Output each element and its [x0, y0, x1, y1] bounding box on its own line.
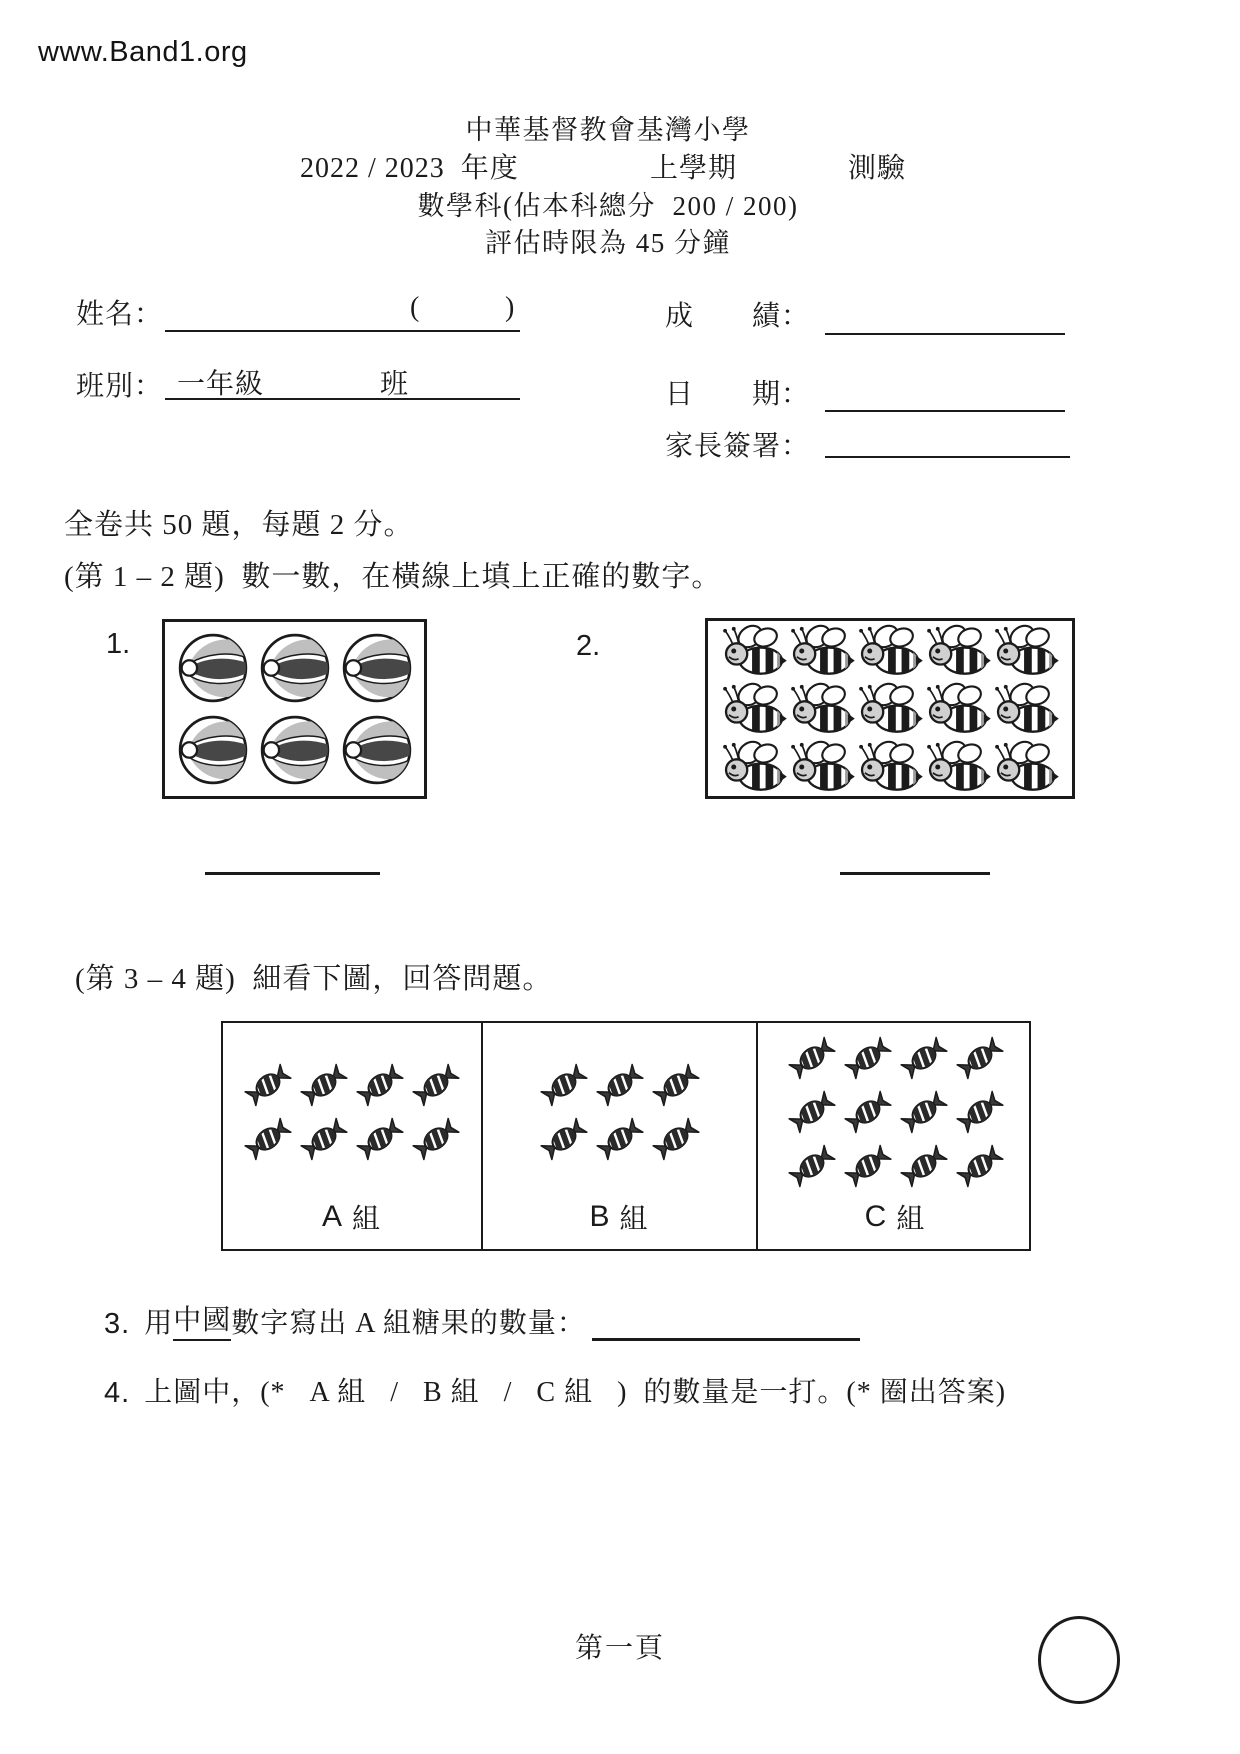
bee-icon	[993, 682, 1059, 736]
group-b-items	[537, 1023, 703, 1195]
bee-icon	[993, 740, 1059, 794]
candy-icon	[649, 1112, 703, 1166]
bee-icon	[925, 740, 991, 794]
candy-icon	[593, 1112, 647, 1166]
group-c-suffix: 組	[896, 1204, 927, 1235]
question2-number: 2.	[576, 630, 601, 662]
name-paren-close: )	[505, 292, 516, 323]
group-b-letter: B	[589, 1200, 612, 1233]
bee-icon	[857, 740, 923, 794]
term-label: 上學期	[650, 153, 738, 184]
beach-ball-icon	[176, 712, 250, 788]
beach-ball-icon	[258, 712, 332, 788]
question3-answer-line	[592, 1308, 860, 1341]
class-label: 班別：	[76, 371, 164, 402]
watermark: www.Band1.org	[38, 36, 248, 68]
candy-icon	[353, 1112, 407, 1166]
candy-icon	[593, 1058, 647, 1112]
candy-icon	[785, 1085, 839, 1139]
candy-icon	[953, 1085, 1007, 1139]
question3-underlined-word: 中國	[173, 1298, 231, 1341]
name-field	[165, 294, 520, 332]
bee-icon	[721, 682, 787, 736]
question3-text-after: 數字寫出 A 組糖果的數量：	[231, 1308, 586, 1339]
section2-instruction: (第 3 – 4 題) 細看下圖，回答問題。	[75, 963, 553, 995]
class-value: 一年級	[177, 369, 265, 400]
beach-ball-icon	[340, 712, 414, 788]
bee-icon	[789, 624, 855, 678]
bee-icon	[721, 624, 787, 678]
question1-number: 1.	[106, 628, 131, 660]
beach-ball-icon	[176, 630, 250, 706]
score-field	[825, 297, 1065, 335]
candy-icon	[897, 1085, 951, 1139]
group-a-cell	[223, 1023, 483, 1249]
group-c-items	[785, 1023, 1007, 1195]
date-label: 日 期：	[665, 379, 811, 410]
name-label: 姓名：	[76, 299, 164, 330]
candy-groups-table	[221, 1021, 1031, 1251]
candy-icon	[241, 1058, 295, 1112]
subject-line: 數學科(佔本科總分 200 / 200)	[417, 191, 799, 221]
candy-icon	[897, 1031, 951, 1085]
bee-icon	[925, 682, 991, 736]
question4-text: 上圖中，(* A 組 / B 組 / C 組 ) 的數量是一打。(* 圈出答案)	[144, 1377, 1007, 1408]
group-a-suffix: 組	[352, 1204, 383, 1235]
candy-icon	[409, 1112, 463, 1166]
section1-instruction: (第 1 – 2 題) 數一數，在橫線上填上正確的數字。	[64, 561, 722, 593]
group-a-items	[241, 1023, 463, 1195]
beach-ball-icon	[258, 630, 332, 706]
group-b-suffix: 組	[619, 1204, 650, 1235]
name-paren-open: (	[410, 292, 421, 323]
header-line2	[0, 146, 1216, 182]
class-field	[165, 362, 520, 400]
bee-icon	[789, 682, 855, 736]
group-c-cell	[758, 1023, 1033, 1249]
group-a-label	[322, 1195, 382, 1239]
question4	[104, 1370, 1006, 1410]
date-field	[825, 374, 1065, 412]
candy-icon	[297, 1112, 351, 1166]
question1-picture-box	[162, 619, 427, 799]
question3-number: 3.	[104, 1308, 131, 1340]
page-number: 第一頁	[574, 1633, 665, 1664]
score-label: 成 績：	[665, 301, 811, 332]
candy-icon	[241, 1112, 295, 1166]
candy-icon	[953, 1031, 1007, 1085]
bee-icon	[993, 624, 1059, 678]
group-c-label	[865, 1195, 927, 1239]
bee-icon	[789, 740, 855, 794]
beach-ball-icon	[340, 630, 414, 706]
candy-icon	[785, 1031, 839, 1085]
question1-answer-line	[205, 840, 380, 875]
candy-icon	[537, 1112, 591, 1166]
candy-icon	[353, 1058, 407, 1112]
group-b-cell	[483, 1023, 758, 1249]
candy-icon	[785, 1139, 839, 1193]
candy-icon	[897, 1139, 951, 1193]
exam-type-label: 測驗	[848, 153, 907, 184]
question2-picture-box	[705, 618, 1075, 799]
candy-icon	[537, 1058, 591, 1112]
group-a-letter: A	[321, 1200, 344, 1233]
page-stamp-circle	[1038, 1616, 1120, 1704]
candy-icon	[841, 1031, 895, 1085]
candy-icon	[297, 1058, 351, 1112]
time-limit: 評估時限為 45 分鐘	[485, 228, 731, 258]
candy-icon	[841, 1085, 895, 1139]
group-c-letter: C	[864, 1200, 889, 1233]
question3	[104, 1298, 860, 1341]
school-year: 2022 / 2023 年度	[300, 153, 519, 184]
candy-icon	[841, 1139, 895, 1193]
question2-answer-line	[840, 840, 990, 875]
bee-icon	[721, 740, 787, 794]
parent-signature-label: 家長簽署：	[665, 431, 811, 462]
class-suffix: 班	[380, 369, 410, 400]
parent-signature-field	[825, 420, 1070, 458]
bee-icon	[857, 624, 923, 678]
total-marks-instruction: 全卷共 50 題，每題 2 分。	[64, 509, 414, 541]
candy-icon	[649, 1058, 703, 1112]
school-name: 中華基督教會基灣小學	[465, 115, 751, 145]
question3-text-before: 用	[144, 1308, 174, 1339]
bee-icon	[857, 682, 923, 736]
group-b-label	[589, 1195, 649, 1239]
question4-number: 4.	[104, 1377, 131, 1409]
candy-icon	[409, 1058, 463, 1112]
candy-icon	[953, 1139, 1007, 1193]
bee-icon	[925, 624, 991, 678]
